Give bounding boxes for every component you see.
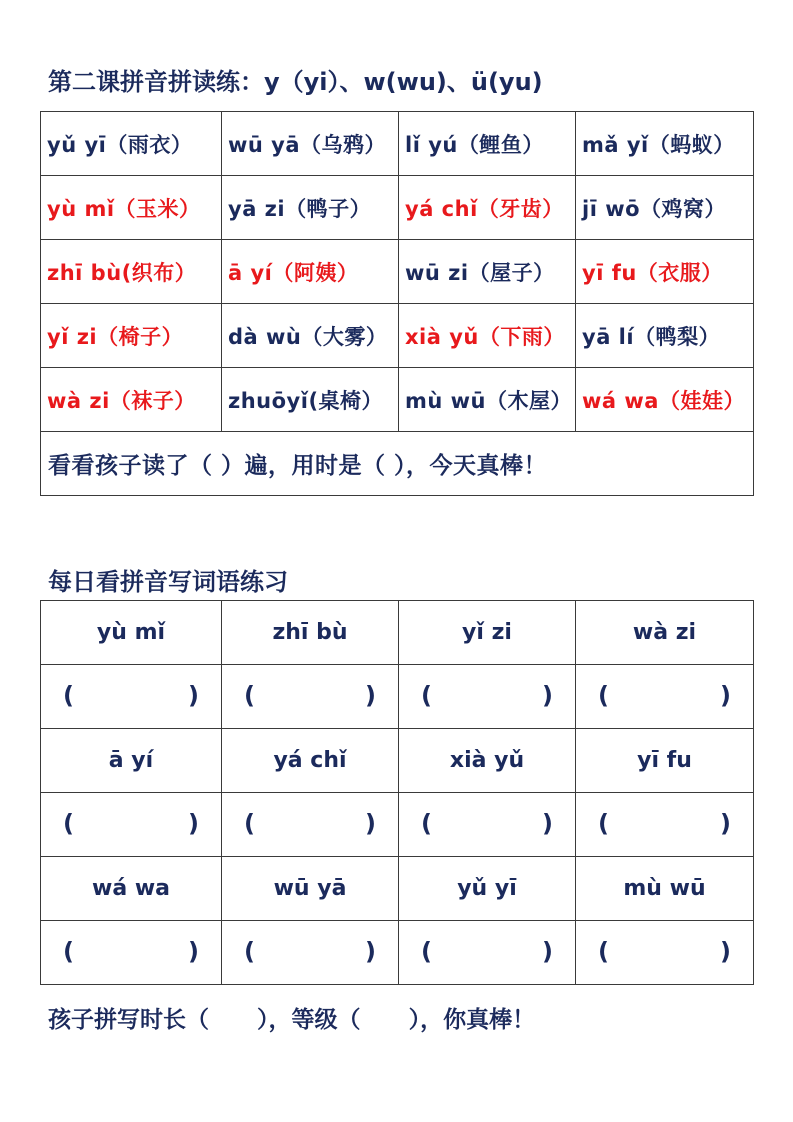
pinyin-row bbox=[41, 857, 754, 921]
table-row bbox=[41, 432, 754, 496]
reading-cell: yā lí（鸭梨） bbox=[576, 304, 754, 368]
reading-cell: yǐ zi（椅子） bbox=[41, 304, 222, 368]
left-paren: ( bbox=[63, 937, 74, 966]
reading-summary-line: 看看孩子读了（ ）遍，用时是（ ），今天真棒！ bbox=[41, 432, 754, 496]
pinyin-cell: ā yí bbox=[41, 729, 222, 793]
pinyin-cell: wà zi bbox=[576, 601, 754, 665]
pinyin-row bbox=[41, 729, 754, 793]
right-paren: ) bbox=[720, 809, 731, 838]
left-paren: ( bbox=[244, 681, 255, 710]
reading-cell: zhī bù(织布） bbox=[41, 240, 222, 304]
right-paren: ) bbox=[188, 681, 199, 710]
answer-blank[interactable] bbox=[399, 665, 576, 729]
left-paren: ( bbox=[421, 681, 432, 710]
left-paren: ( bbox=[598, 937, 609, 966]
reading-cell: ā yí（阿姨） bbox=[222, 240, 399, 304]
reading-cell: yá chǐ（牙齿） bbox=[399, 176, 576, 240]
answer-blank[interactable] bbox=[41, 793, 222, 857]
answer-blank[interactable] bbox=[576, 921, 754, 985]
reading-practice-title: 第二课拼音拼读练：y（yi）、w(wu)、ü(yu) bbox=[48, 68, 543, 96]
answer-row bbox=[41, 793, 754, 857]
right-paren: ) bbox=[542, 937, 553, 966]
table-row bbox=[41, 368, 754, 432]
pinyin-cell: yá chǐ bbox=[222, 729, 399, 793]
answer-blank[interactable] bbox=[399, 793, 576, 857]
pinyin-cell: yǔ yī bbox=[399, 857, 576, 921]
reading-cell: yī fu（衣服） bbox=[576, 240, 754, 304]
right-paren: ) bbox=[365, 681, 376, 710]
right-paren: ) bbox=[542, 809, 553, 838]
answer-blank[interactable] bbox=[222, 665, 399, 729]
table-row bbox=[41, 304, 754, 368]
left-paren: ( bbox=[244, 809, 255, 838]
pinyin-cell: wū yā bbox=[222, 857, 399, 921]
answer-blank[interactable] bbox=[41, 921, 222, 985]
answer-blank[interactable] bbox=[222, 793, 399, 857]
pinyin-cell: yù mǐ bbox=[41, 601, 222, 665]
pinyin-writing-table bbox=[40, 600, 754, 985]
right-paren: ) bbox=[365, 937, 376, 966]
answer-row bbox=[41, 665, 754, 729]
right-paren: ) bbox=[542, 681, 553, 710]
right-paren: ) bbox=[720, 937, 731, 966]
pinyin-row bbox=[41, 601, 754, 665]
right-paren: ) bbox=[720, 681, 731, 710]
left-paren: ( bbox=[244, 937, 255, 966]
pinyin-cell: mù wū bbox=[576, 857, 754, 921]
pinyin-reading-table bbox=[40, 111, 754, 496]
reading-cell: zhuōyǐ(桌椅） bbox=[222, 368, 399, 432]
right-paren: ) bbox=[188, 809, 199, 838]
answer-row bbox=[41, 921, 754, 985]
pinyin-cell: yǐ zi bbox=[399, 601, 576, 665]
answer-blank[interactable] bbox=[399, 921, 576, 985]
left-paren: ( bbox=[421, 809, 432, 838]
writing-practice-title: 每日看拼音写词语练习 bbox=[48, 568, 288, 596]
pinyin-cell: zhī bù bbox=[222, 601, 399, 665]
reading-cell: wū yā（乌鸦） bbox=[222, 112, 399, 176]
reading-cell: wū zi（屋子） bbox=[399, 240, 576, 304]
reading-cell: jī wō（鸡窝） bbox=[576, 176, 754, 240]
left-paren: ( bbox=[598, 809, 609, 838]
table-row bbox=[41, 176, 754, 240]
left-paren: ( bbox=[421, 937, 432, 966]
reading-cell: mǎ yǐ（蚂蚁） bbox=[576, 112, 754, 176]
left-paren: ( bbox=[63, 809, 74, 838]
answer-blank[interactable] bbox=[576, 665, 754, 729]
reading-cell: mù wū（木屋） bbox=[399, 368, 576, 432]
reading-cell: dà wù（大雾） bbox=[222, 304, 399, 368]
reading-cell: yā zi（鸭子） bbox=[222, 176, 399, 240]
table-row bbox=[41, 112, 754, 176]
right-paren: ) bbox=[188, 937, 199, 966]
answer-blank[interactable] bbox=[576, 793, 754, 857]
right-paren: ) bbox=[365, 809, 376, 838]
reading-cell: wá wa（娃娃） bbox=[576, 368, 754, 432]
reading-cell: xià yǔ（下雨） bbox=[399, 304, 576, 368]
left-paren: ( bbox=[63, 681, 74, 710]
writing-summary-line: 孩子拼写时长（ ），等级（ ），你真棒！ bbox=[48, 1007, 536, 1033]
answer-blank[interactable] bbox=[41, 665, 222, 729]
reading-cell: wà zi（袜子） bbox=[41, 368, 222, 432]
reading-cell: yǔ yī（雨衣） bbox=[41, 112, 222, 176]
pinyin-cell: wá wa bbox=[41, 857, 222, 921]
pinyin-cell: xià yǔ bbox=[399, 729, 576, 793]
reading-cell: yù mǐ（玉米） bbox=[41, 176, 222, 240]
table-row bbox=[41, 240, 754, 304]
left-paren: ( bbox=[598, 681, 609, 710]
answer-blank[interactable] bbox=[222, 921, 399, 985]
pinyin-cell: yī fu bbox=[576, 729, 754, 793]
reading-cell: lǐ yú（鲤鱼） bbox=[399, 112, 576, 176]
